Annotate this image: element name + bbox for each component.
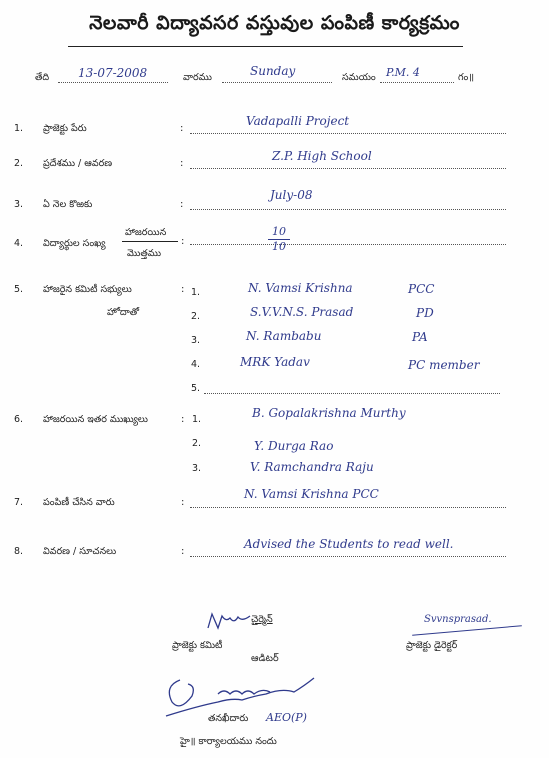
member-role: PA	[412, 330, 428, 344]
remarks-value: Advised the Students to read well.	[244, 537, 454, 551]
school-office-label: హై॥ కార్యాలయము నందు	[180, 736, 277, 747]
row-number: 6.	[14, 414, 24, 425]
colon: :	[181, 497, 185, 508]
others-label: హాజరయిన ఇతర ముఖ్యులు	[43, 414, 148, 425]
committee-sign-label: ప్రాజెక్టు కమిటీ	[172, 640, 223, 651]
colon: :	[180, 199, 184, 210]
date-line	[58, 82, 168, 83]
colon: :	[181, 546, 185, 557]
other-name: B. Gopalakrishna Murthy	[252, 406, 406, 420]
students-line	[190, 244, 506, 245]
remarks-line	[190, 556, 506, 557]
location-label: ప్రదేశము / ఆవరణ	[43, 158, 113, 169]
title-underline	[68, 46, 463, 47]
member-number: 4.	[191, 359, 201, 370]
colon: :	[180, 123, 184, 134]
chairman-signature	[204, 608, 254, 634]
member-number: 2.	[191, 311, 201, 322]
member-name: MRK Yadav	[240, 355, 310, 369]
date-value: 13-07-2008	[78, 66, 148, 80]
project-name-line	[190, 133, 506, 134]
students-present: 10	[272, 225, 286, 238]
hm-sign-text: AEO(P)	[266, 711, 307, 724]
fraction-bar	[122, 241, 178, 242]
form-title: నెలవారీ విద్యావసర వస్తువుల పంపిణీ కార్యక్రమం	[89, 12, 460, 34]
row-number: 1.	[14, 123, 24, 134]
member-number: 1.	[191, 287, 201, 298]
month-line	[190, 209, 506, 210]
location-value: Z.P. High School	[272, 149, 372, 163]
location-line	[190, 168, 506, 169]
director-signature: Svvnsprasad.	[424, 614, 492, 625]
day-line	[222, 82, 332, 83]
row-number: 2.	[14, 158, 24, 169]
row-number: 5.	[14, 284, 24, 295]
distributor-value: N. Vamsi Krishna PCC	[244, 487, 379, 501]
row-number: 7.	[14, 497, 24, 508]
other-name: Y. Durga Rao	[254, 439, 334, 453]
distributor-label: పంపిణీ చేసిన వారు	[43, 497, 115, 508]
colon: :	[181, 284, 185, 295]
day-value: Sunday	[250, 64, 296, 78]
director-label: ప్రాజెక్టు డైరెక్టర్	[406, 640, 458, 651]
row-number: 4.	[14, 238, 24, 249]
month-label: ఏ నెల కొఱకు	[43, 199, 93, 210]
other-name: V. Ramchandra Raju	[250, 460, 374, 474]
colon: :	[181, 414, 185, 425]
member-name: N. Vamsi Krishna	[248, 281, 353, 295]
distributor-line	[190, 507, 506, 508]
member-number: 3.	[191, 335, 201, 346]
director-sign-stroke	[412, 625, 522, 636]
member-role: PC member	[408, 358, 480, 372]
time-value: P.M. 4	[386, 66, 420, 79]
students-label: విద్యార్థుల సంఖ్య	[43, 238, 106, 249]
member-role: PD	[416, 306, 434, 320]
time-label: సమయం	[342, 72, 376, 83]
colon: :	[180, 158, 184, 169]
committee-label: హాజరైన కమిటీ సభ్యులు	[43, 284, 132, 295]
member-name: S.V.V.N.S. Prasad	[250, 305, 354, 319]
committee-sub-label: హోదాతో	[107, 307, 140, 318]
remarks-label: వివరణ / సూచనలు	[43, 546, 117, 557]
time-line	[380, 82, 454, 83]
other-number: 3.	[192, 463, 202, 474]
other-number: 2.	[192, 438, 202, 449]
row-number: 8.	[14, 546, 24, 557]
auditor-label: ఆడిటర్	[251, 653, 279, 664]
total-label: మొత్తము	[127, 248, 162, 259]
time-suffix: గం॥	[458, 72, 475, 83]
member-name: N. Rambabu	[246, 329, 322, 343]
chairman-label: చైర్మెన్	[251, 614, 273, 625]
member-number: 5.	[191, 383, 201, 394]
students-total: 10	[272, 240, 286, 253]
date-label: తేది	[35, 72, 50, 83]
other-number: 1.	[192, 414, 202, 425]
project-name-value: Vadapalli Project	[246, 114, 350, 128]
present-label: హాజరయిన	[125, 227, 167, 238]
row-number: 3.	[14, 199, 24, 210]
day-label: వారము	[183, 72, 212, 83]
colon: :	[181, 236, 185, 247]
member-line	[204, 393, 500, 394]
hm-label: తనఖీదారు	[208, 713, 249, 724]
month-value: July-08	[270, 188, 313, 202]
member-role: PCC	[408, 282, 435, 296]
project-name-label: ప్రాజెక్టు పేరు	[43, 123, 87, 134]
